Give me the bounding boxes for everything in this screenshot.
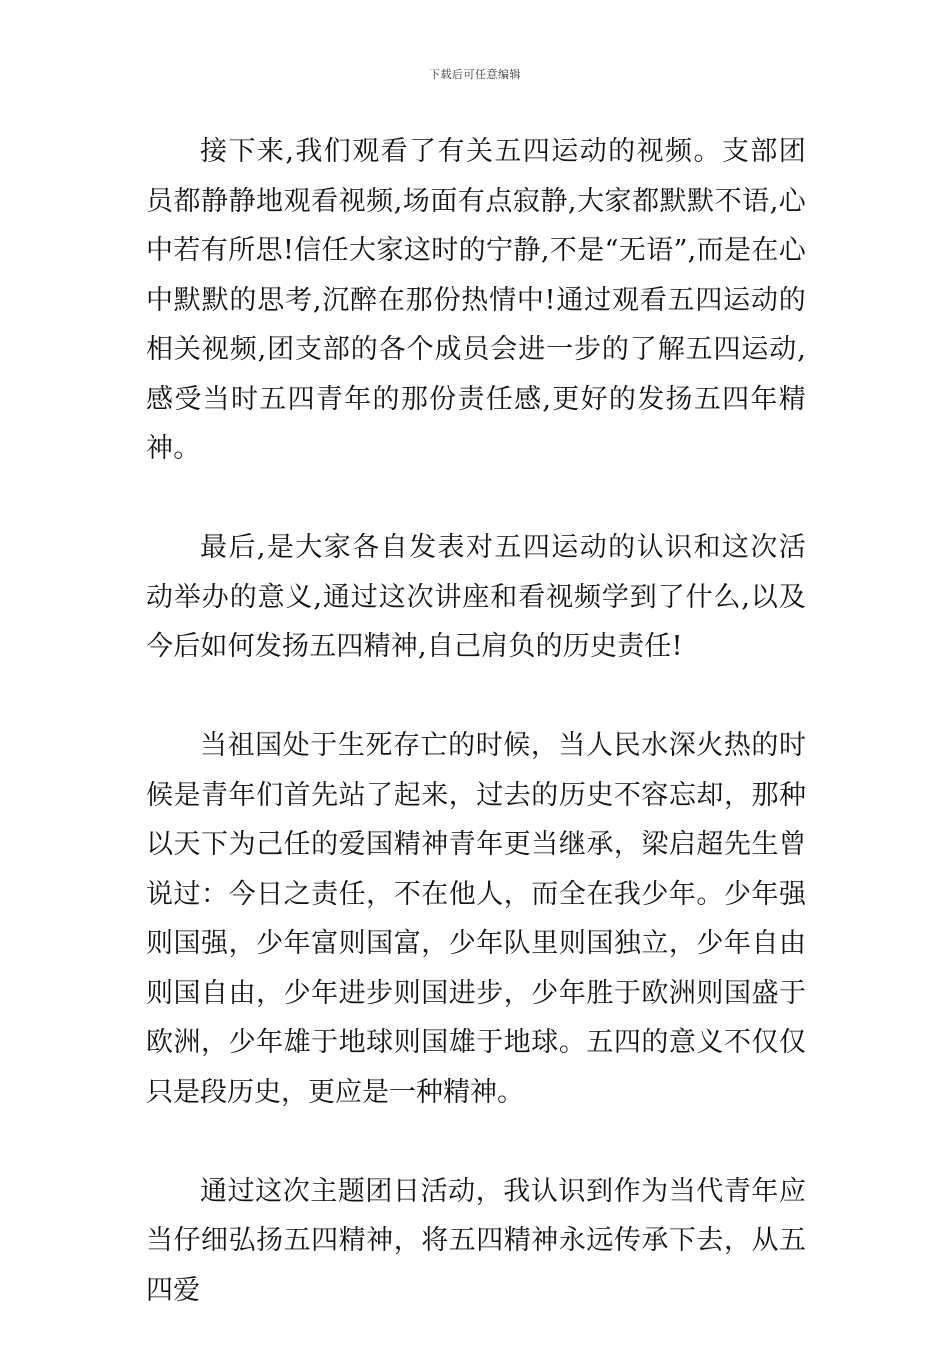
document-body <box>146 127 806 1365</box>
paragraph-closing-discussion: 最后,是大家各自发表对五四运动的认识和这次活动举办的意义,通过这次讲座和看视频学到了什么,以及今后如何发扬五四精神,自己肩负的历史责任! <box>146 532 806 662</box>
paragraph-reflection: 通过这次主题团日活动，我认识到作为当代青年应当仔细弘扬五四精神，将五四精神永远传承下去，从五四爱 <box>146 1175 806 1306</box>
paragraph-liang-qichao-quote: 当祖国处于生死存亡的时候，当人民水深火热的时候是青年们首先站了起来，过去的历史不容忘却，那种以天下为己任的爱国精神青年更当继承，梁启超先生曾说过：今日之责任，不在他人，而全在我少年。少年强则国强，少年富则国富，少年队里则国独立，少年自由则国自由，少年进步则国进步，少年胜于欧洲则国盛于欧洲，少年雄于地球则国雄于地球。五四的意义不仅仅只是段历史，更应是一种精神。 <box>146 730 806 1108</box>
paragraph-video-viewing: 接下来,我们观看了有关五四运动的视频。支部团员都静静地观看视频,场面有点寂静,大家都默默不语,心中若有所思!信任大家这时的宁静,不是“无语”,而是在心中默默的思考,沉醉在那份热情中!通过观看五四运动的相关视频,团支部的各个成员会进一步的了解五四运动,感受当时五四青年的那份责任感,更好的发扬五四年精神。 <box>146 136 806 464</box>
page-header: 下载后可任意编辑 <box>429 68 521 81</box>
